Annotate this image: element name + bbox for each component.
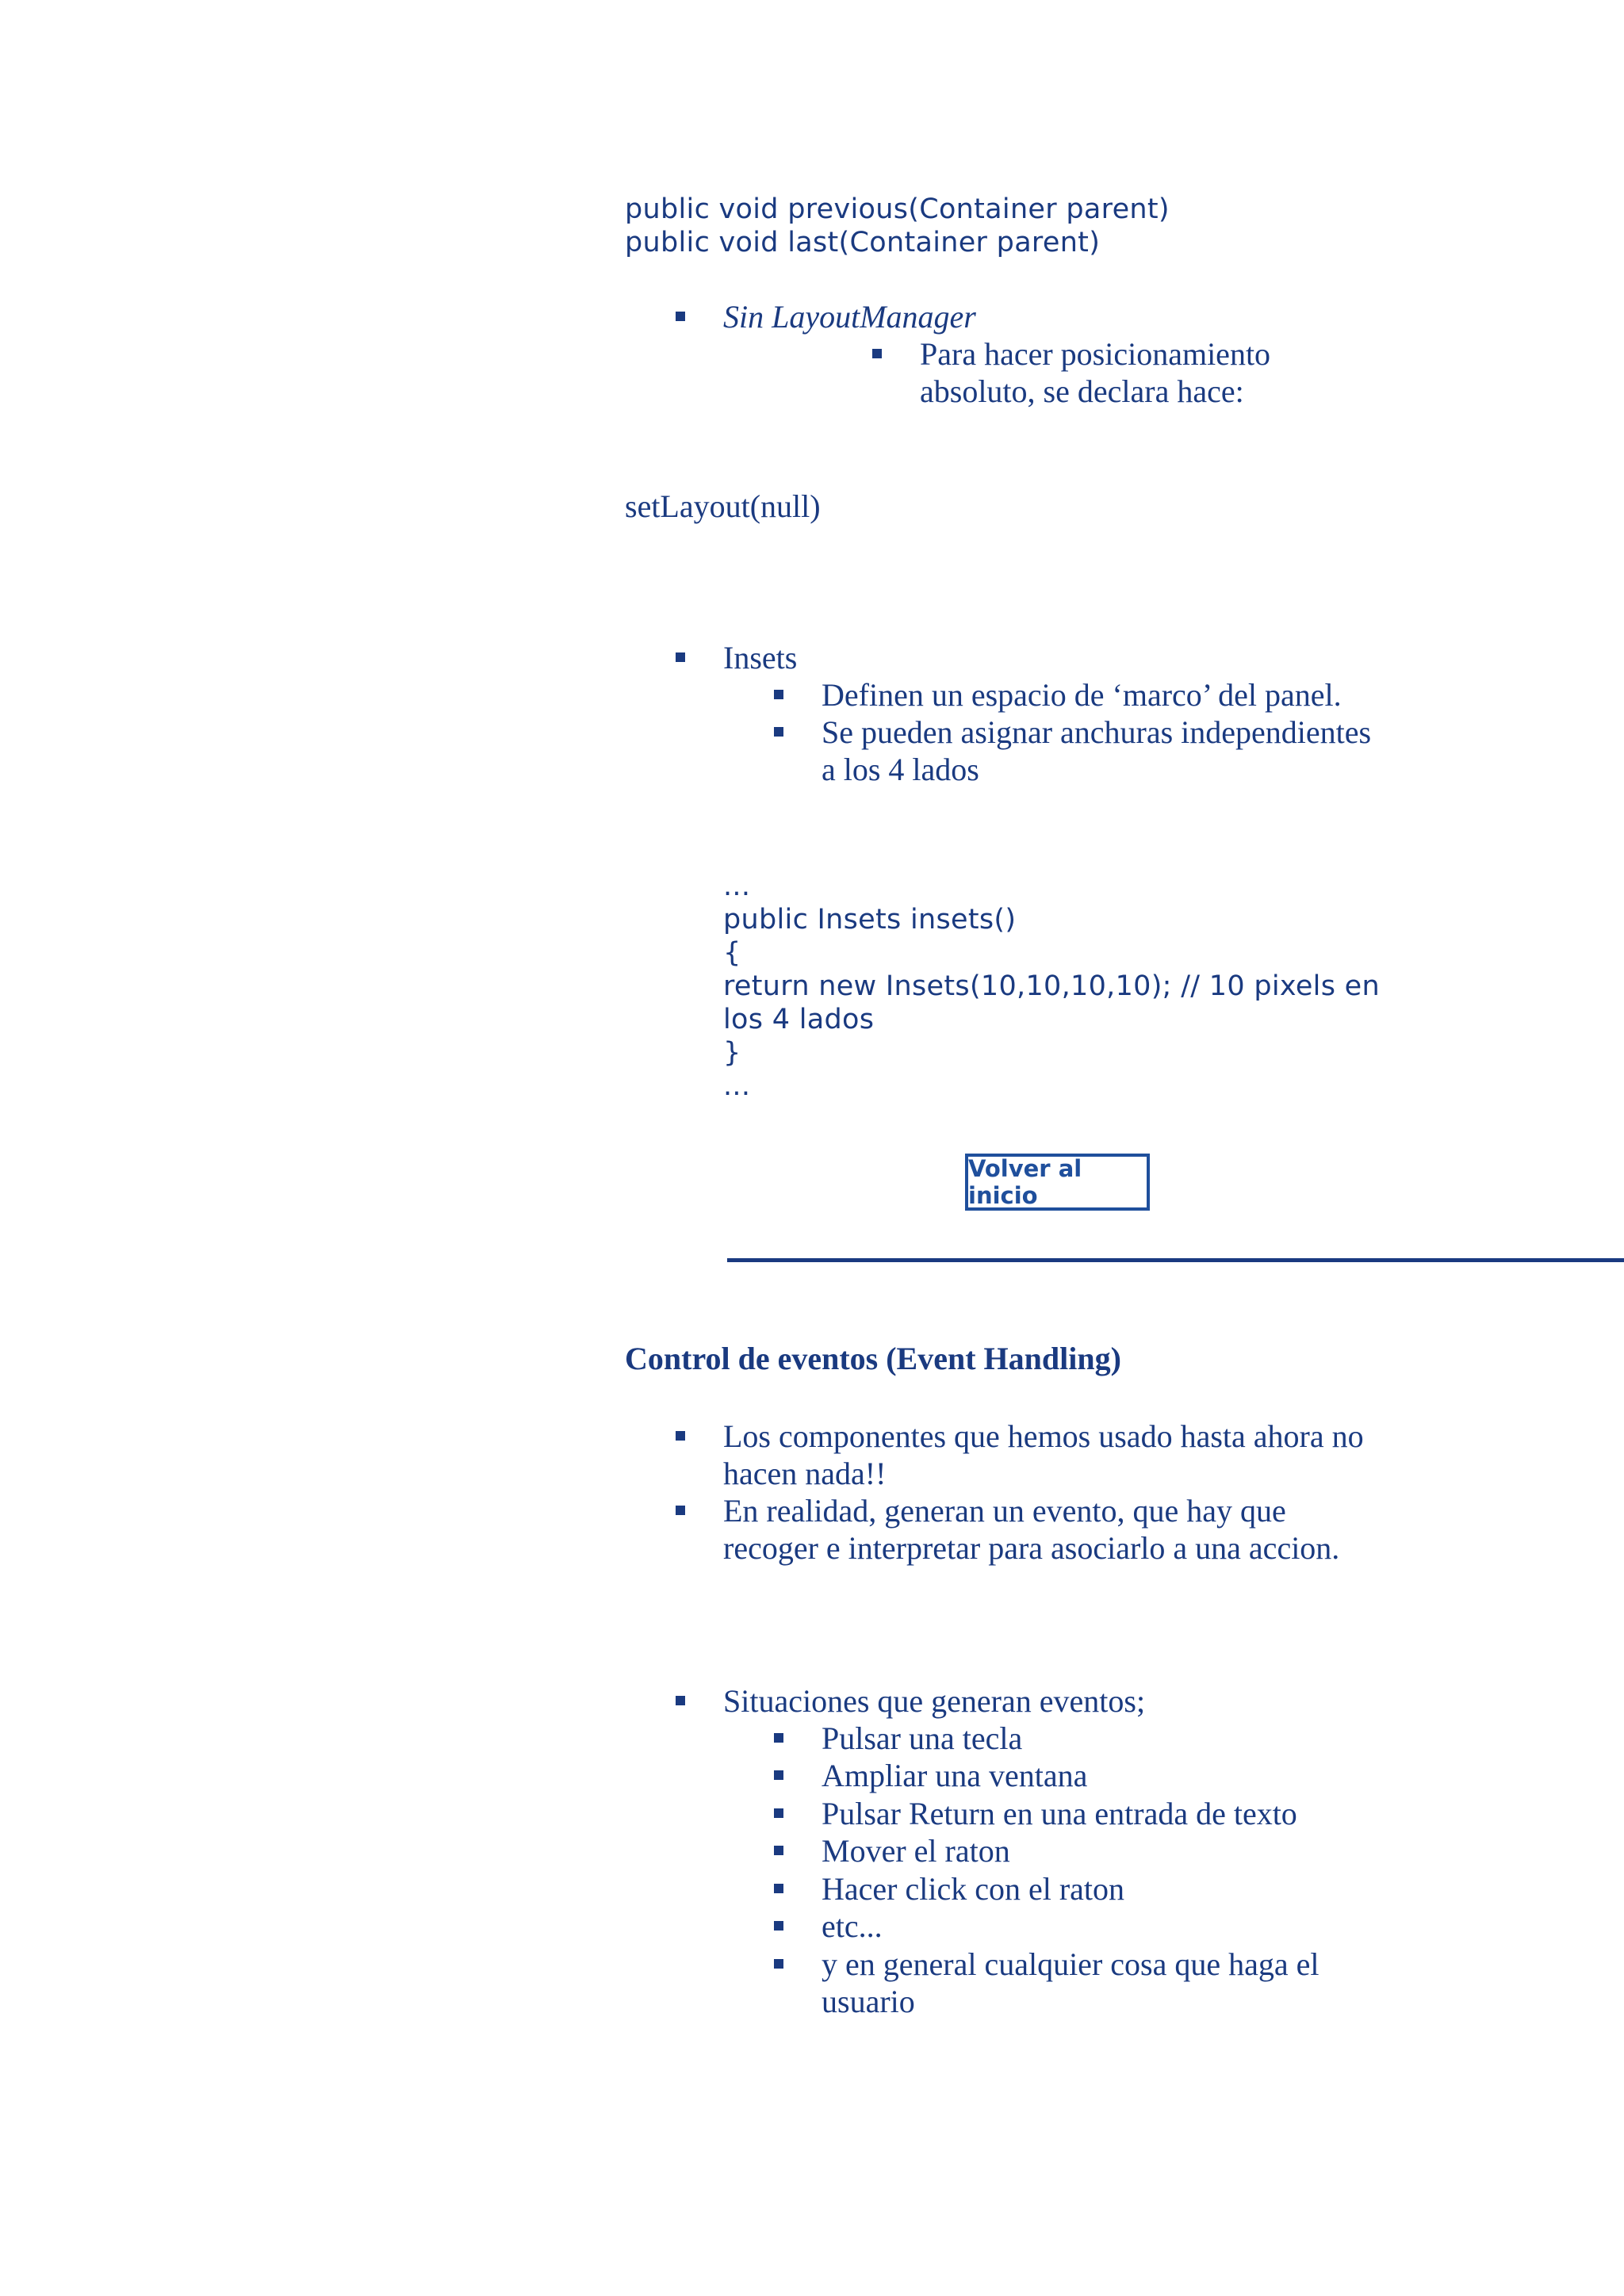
- sin-layout-text-2: absoluto, se declara hace:: [920, 373, 1244, 409]
- bullet-icon: [676, 1506, 685, 1515]
- events-b2-line2: recoger e interpretar para asociarlo a una accion.: [723, 1530, 1340, 1566]
- bullet-icon: [676, 1431, 685, 1441]
- bullet-icon: [774, 1921, 783, 1931]
- bullet-icon: [774, 1808, 783, 1818]
- bullet-icon: [676, 312, 685, 321]
- bullet-icon: [676, 1696, 685, 1705]
- situ-item: Hacer click con el raton: [822, 1871, 1125, 1907]
- code-insets-2: public Insets insets(): [723, 904, 1017, 936]
- code-insets-6: }: [723, 1037, 741, 1069]
- bullet-icon: [676, 652, 685, 662]
- insets-title: Insets: [723, 640, 798, 675]
- sin-layout-text-1: Para hacer posicionamiento: [920, 336, 1271, 372]
- events-heading: Control de eventos (Event Handling): [625, 1341, 1121, 1376]
- set-layout-code: setLayout(null): [625, 488, 821, 524]
- bullet-icon: [774, 727, 783, 737]
- code-insets-3: {: [723, 937, 741, 969]
- bullet-icon: [774, 690, 783, 699]
- bullet-icon: [774, 1959, 783, 1969]
- code-insets-5: los 4 lados: [723, 1004, 875, 1035]
- bullet-icon: [774, 1884, 783, 1893]
- situ-item: Pulsar Return en una entrada de texto: [822, 1796, 1297, 1831]
- situaciones-title: Situaciones que generan eventos;: [723, 1683, 1146, 1719]
- situ-item: y en general cualquier cosa que haga el: [822, 1946, 1320, 1982]
- bullet-icon: [774, 1770, 783, 1780]
- insets-item-2a: Se pueden asignar anchuras independientes: [822, 714, 1372, 750]
- sin-layout-title: Sin LayoutManager: [723, 299, 976, 335]
- code-insets-7: ...: [723, 1070, 751, 1102]
- section-divider: [727, 1258, 1624, 1262]
- events-b1-line2: hacen nada!!: [723, 1456, 887, 1491]
- back-to-top-button[interactable]: Volver al inicio: [965, 1154, 1150, 1211]
- situ-item-last-line2: usuario: [822, 1984, 915, 2019]
- events-b2-line1: En realidad, generan un evento, que hay que: [723, 1493, 1286, 1529]
- bullet-icon: [872, 349, 882, 358]
- insets-item-1: Definen un espacio de ‘marco’ del panel.: [822, 677, 1342, 713]
- code-insets-4: return new Insets(10,10,10,10); // 10 pixels en: [723, 970, 1380, 1002]
- bullet-icon: [774, 1733, 783, 1743]
- bullet-icon: [774, 1846, 783, 1855]
- situ-item: Pulsar una tecla: [822, 1720, 1023, 1756]
- code-insets-1: ...: [723, 871, 751, 902]
- insets-item-2b: a los 4 lados: [822, 752, 979, 787]
- code-line-last: public void last(Container parent): [625, 227, 1101, 258]
- situ-item: Mover el raton: [822, 1833, 1010, 1869]
- situ-item: Ampliar una ventana: [822, 1758, 1088, 1793]
- situ-item: etc...: [822, 1908, 883, 1944]
- events-b1-line1: Los componentes que hemos usado hasta ahora no: [723, 1418, 1364, 1454]
- code-line-previous: public void previous(Container parent): [625, 193, 1170, 225]
